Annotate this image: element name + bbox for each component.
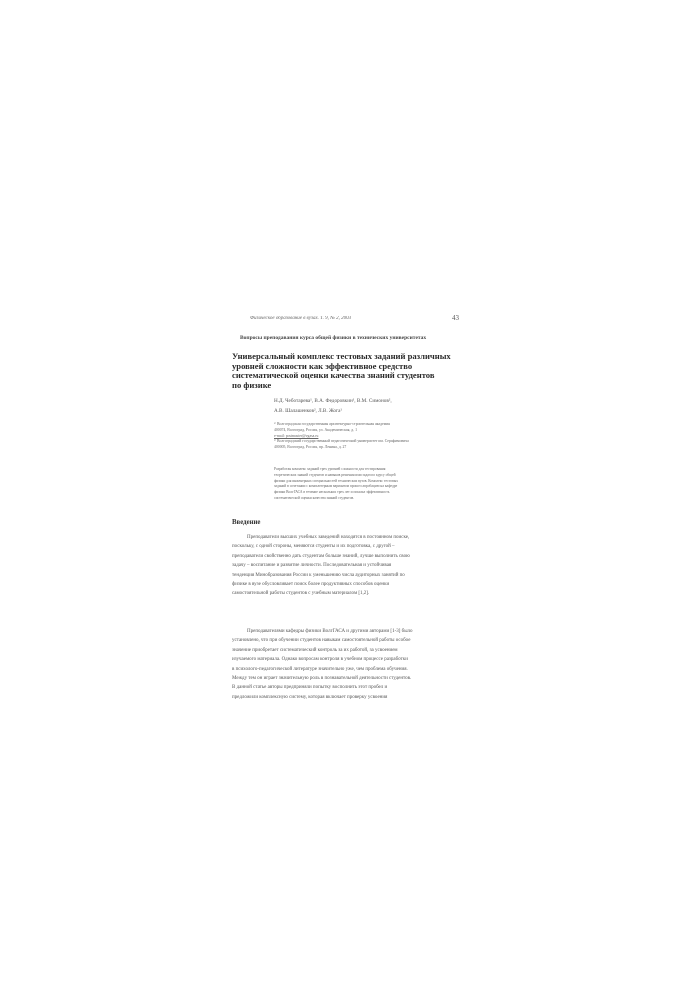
- abstract-line: заданий в сочетании с компьютерным вариантом прошел апробацию на кафедре: [274, 484, 398, 489]
- affiliations: [274, 422, 464, 451]
- text-line: Между тем он играет значительную роль в познавательной деятельности студентов.: [232, 676, 412, 682]
- abstract-line: Разработан комплекс заданий трех уровней сложности для тестирования: [274, 467, 386, 471]
- abstract-line: теоретических знаний студентов и навыков решения ими задач по курсу общей: [274, 472, 396, 477]
- text-line: В данной статье авторы предприняли попытку восполнить этот пробел и: [232, 685, 388, 691]
- title-line: Универсальный комплекс тестовых заданий различных: [232, 351, 451, 361]
- text-line: самостоятельной работы студентов с учебным материалом [1,2].: [232, 591, 370, 597]
- affiliation-line: ²⁾ Волгоградский государственный педагогический университет им. Серафимовича: [274, 439, 409, 444]
- section-header: Вопросы преподавания курса общей физики в технических университетах: [240, 335, 427, 341]
- email-link[interactable]: e-mail: postmaster@vgasa.ru: [274, 433, 319, 438]
- body-paragraph-1: [232, 533, 462, 599]
- abstract-line: физики для инженерных специальностей технических вузов. Комплекс тестовых: [274, 478, 399, 483]
- abstract: [274, 467, 464, 502]
- author-line: Н.Д. Чеботарева¹, В.А. Федоровкин¹, В.М. Симонов²,: [274, 398, 392, 404]
- text-line: значение приобретает систематический контроль за их работой, за усвоением: [232, 647, 398, 653]
- intro-heading: Введение: [232, 519, 261, 526]
- body-paragraph-2: [232, 627, 462, 702]
- text-line: задачу – воспитание и развитие личности. Последовательная и устойчивая: [232, 563, 392, 569]
- abstract-line: систематической оценки качества знаний студентов.: [274, 495, 355, 500]
- page-number: 43: [452, 314, 459, 322]
- text-line: предложили комплексную систему, которая включает проверку усвоения: [232, 694, 388, 700]
- text-line: физике в вузе обусловливает поиск более продуктивных способов оценки: [232, 582, 390, 588]
- title-line: по физике: [232, 379, 272, 390]
- authors: [274, 397, 464, 416]
- affiliation-line: ¹⁾ Волгоградская государственная архитектурно-строительная академия: [274, 422, 390, 426]
- text-line: Преподаватели высших учебных заведений находятся в постоянном поиске,: [247, 535, 410, 540]
- text-line: поскольку, с одной стороны, меняются студенты и их подготовка, с другой –: [232, 544, 395, 550]
- text-line: изучаемого материала. Однако вопросам контроля в учебном процессе разработки: [232, 657, 408, 663]
- abstract-line: физики ВолгГАСА в течение нескольких трех лет и показал эффективность: [274, 490, 390, 495]
- paper-title: [232, 352, 472, 390]
- title-line: уровней сложности как эффективное средство: [232, 360, 413, 371]
- text-line: тенденция Минобразования России к уменьшению числа аудиторных занятий по: [232, 572, 405, 578]
- author-line: А.В. Шалашенков², Л.В. Жога¹: [274, 407, 342, 414]
- affiliation-line: 400074, Волгоград, Россия, ул. Академическая, д. 1: [274, 427, 357, 432]
- running-head: Физическое образование в вузах. Т. 9, № 2, 2003: [250, 316, 352, 321]
- text-line: преподаватели свойственно дать студентам больше знаний, лучше выполнить свою: [232, 553, 410, 559]
- title-line: систематической оценки качества знаний студентов: [232, 370, 435, 380]
- text-line: Преподавателями кафедры физики ВолгГАСА и другими авторами [1-3] было: [247, 629, 413, 634]
- text-line: установлено, что при обучении студентов навыкам самостоятельной работы особое: [232, 638, 411, 644]
- affiliation-line: 400005, Волгоград, Россия, пр. Ленина, д. 27: [274, 445, 347, 450]
- text-line: в психолого-педагогической литературе значительно уже, чем проблема обучения.: [232, 666, 408, 672]
